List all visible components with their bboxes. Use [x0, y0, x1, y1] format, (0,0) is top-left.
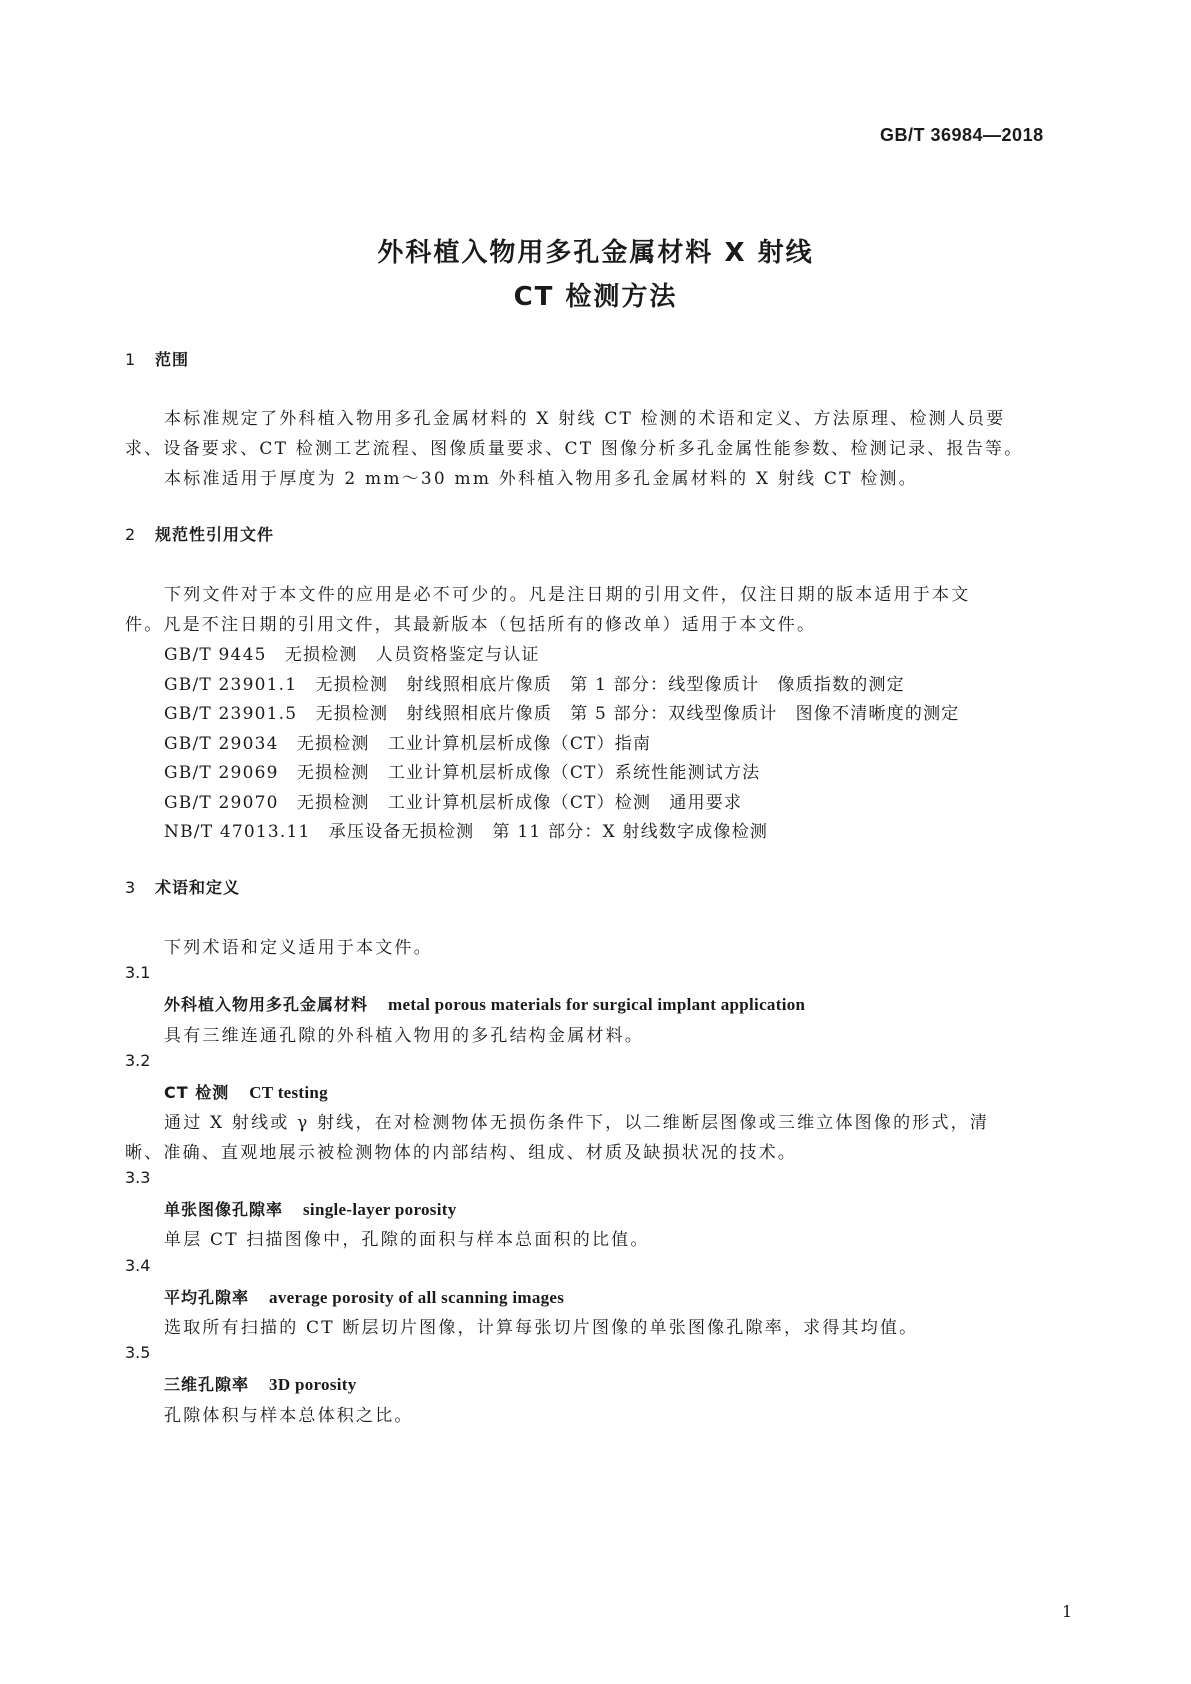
page-number: 1	[1062, 1602, 1073, 1621]
document-title-line-1: 外科植入物用多孔金属材料 X 射线	[377, 238, 814, 268]
paragraph-line: 本标准适用于厚度为 2 mm～30 mm 外科植入物用多孔金属材料的 X 射线 CT 检测。	[164, 469, 918, 489]
section-3-heading	[125, 875, 240, 898]
term-number: 3.5	[125, 1343, 151, 1362]
reference-item: GB/T 29034 无损检测 工业计算机层析成像（CT）指南	[164, 734, 652, 754]
section-number: 2	[125, 525, 137, 544]
section-title: 规范性引用文件	[155, 525, 275, 544]
reference-item: GB/T 29069 无损检测 工业计算机层析成像（CT）系统性能测试方法	[164, 763, 761, 783]
reference-item: GB/T 9445 无损检测 人员资格鉴定与认证	[164, 645, 540, 665]
paragraph-line: 下列文件对于本文件的应用是必不可少的。凡是注日期的引用文件，仅注日期的版本适用于本文	[164, 585, 971, 605]
reference-item: NB/T 47013.11 承压设备无损检测 第 11 部分：X 射线数字成像检测	[164, 822, 769, 842]
reference-item: GB/T 23901.5 无损检测 射线照相底片像质 第 5 部分：双线型像质计 图像不清晰度的测定	[164, 704, 960, 724]
term-heading	[164, 1372, 357, 1395]
paragraph-line: 件。凡是不注日期的引用文件，其最新版本（包括所有的修改单）适用于本文件。	[125, 615, 817, 635]
term-heading	[164, 992, 805, 1015]
term-number: 3.2	[125, 1051, 151, 1070]
term-number: 3.3	[125, 1168, 151, 1187]
reference-item: GB/T 29070 无损检测 工业计算机层析成像（CT）检测 通用要求	[164, 793, 743, 813]
section-title: 范围	[155, 350, 190, 369]
standard-code: GB/T 36984—2018	[880, 125, 1044, 145]
section-2-heading	[125, 522, 274, 545]
term-heading	[164, 1197, 457, 1220]
term-zh: 三维孔隙率	[164, 1375, 250, 1394]
term-en: CT testing	[249, 1083, 328, 1102]
reference-item: GB/T 23901.1 无损检测 射线照相底片像质 第 1 部分：线型像质计 像质指数的测定	[164, 675, 905, 695]
term-en: average porosity of all scanning images	[269, 1288, 565, 1307]
term-number: 3.4	[125, 1256, 151, 1275]
section-number: 1	[125, 350, 137, 369]
term-definition: 具有三维连通孔隙的外科植入物用的多孔结构金属材料。	[164, 1026, 644, 1046]
term-en: metal porous materials for surgical implant application	[388, 995, 806, 1014]
term-en: 3D porosity	[269, 1375, 357, 1394]
term-en: single-layer porosity	[303, 1200, 457, 1219]
term-definition: 选取所有扫描的 CT 断层切片图像，计算每张切片图像的单张图像孔隙率，求得其均值。	[164, 1318, 919, 1338]
term-definition: 通过 X 射线或 γ 射线，在对检测物体无损伤条件下，以二维断层图像或三维立体图像的形式，清	[164, 1113, 990, 1133]
term-heading	[164, 1080, 328, 1103]
document-title-line-2: CT 检测方法	[513, 282, 678, 312]
term-heading	[164, 1285, 564, 1308]
term-zh: 外科植入物用多孔金属材料	[164, 995, 369, 1014]
term-definition: 孔隙体积与样本总体积之比。	[164, 1406, 414, 1426]
section-title: 术语和定义	[155, 878, 241, 897]
term-definition: 单层 CT 扫描图像中，孔隙的面积与样本总面积的比值。	[164, 1230, 650, 1250]
section-1-heading	[125, 347, 189, 370]
term-number: 3.1	[125, 963, 151, 982]
paragraph-line: 求、设备要求、CT 检测工艺流程、图像质量要求、CT 图像分析多孔金属性能参数、检测记录、报告等。	[125, 439, 1024, 459]
term-zh: CT 检测	[164, 1083, 230, 1102]
term-zh: 平均孔隙率	[164, 1288, 250, 1307]
paragraph-line: 本标准规定了外科植入物用多孔金属材料的 X 射线 CT 检测的术语和定义、方法原理、检测人员要	[164, 409, 1006, 429]
section-number: 3	[125, 878, 137, 897]
paragraph-line: 下列术语和定义适用于本文件。	[164, 938, 433, 958]
term-zh: 单张图像孔隙率	[164, 1200, 284, 1219]
term-definition: 晰、准确、直观地展示被检测物体的内部结构、组成、材质及缺损状况的技术。	[125, 1143, 797, 1163]
